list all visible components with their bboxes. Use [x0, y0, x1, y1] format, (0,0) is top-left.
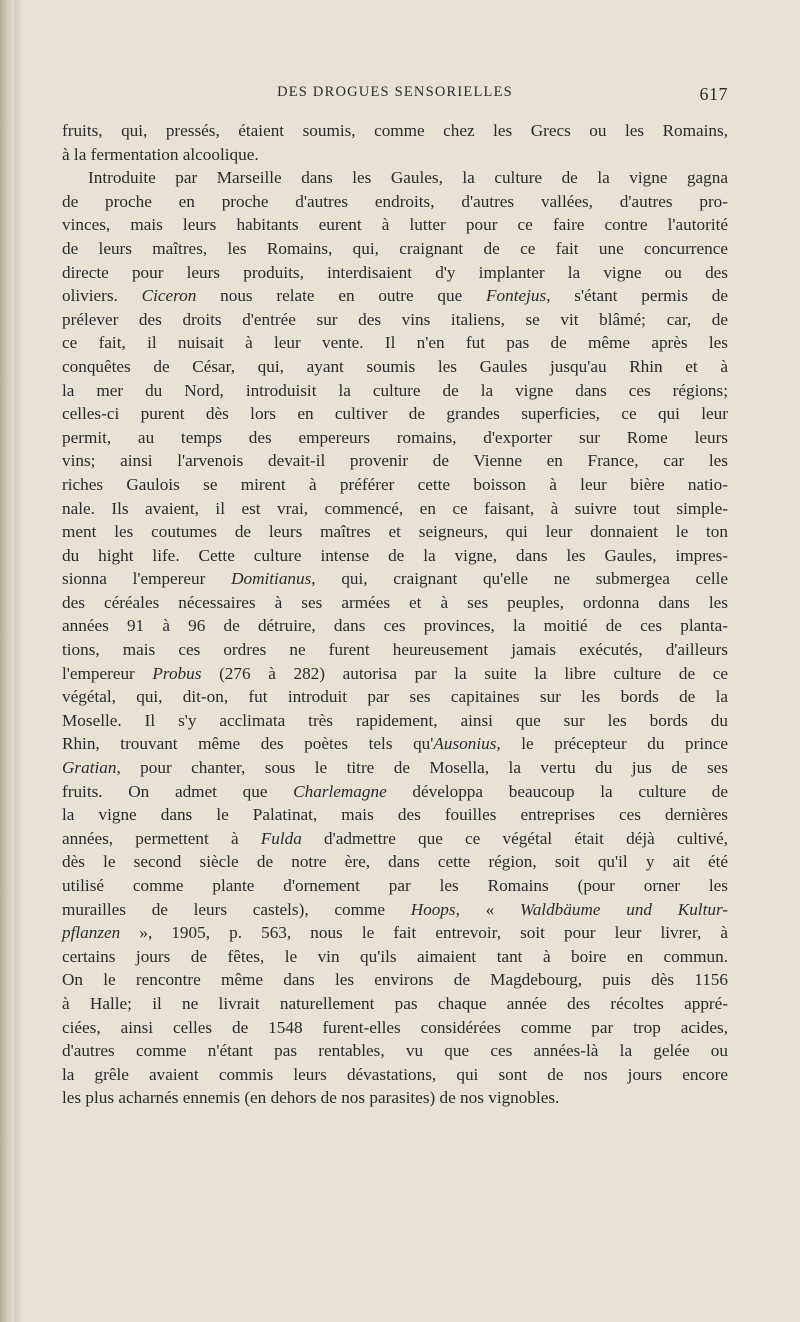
- text-line: [62, 237, 728, 261]
- text-line: [62, 709, 728, 733]
- text-run: prélever des droits d'entrée sur des vins italiens, se vit blâmé; car, de: [62, 309, 728, 329]
- text-run: murailles de leurs castels), comme: [62, 899, 411, 919]
- text-run: tions, mais ces ordres ne furent heureusement jamais exécutés, d'ailleurs: [62, 640, 728, 660]
- text-line: [62, 780, 728, 804]
- book-binding-edge: [0, 0, 14, 1322]
- text-line: [62, 143, 728, 167]
- text-run: vins; ainsi l'arvenois devait-il provenir de Vienne en France, car les: [62, 451, 728, 471]
- text-run: fruits, qui, pressés, étaient soumis, comme chez les Grecs ou les Romains,: [62, 121, 728, 140]
- italic-name: Waldbäume und Kultur-: [519, 899, 729, 919]
- text-line: [62, 1063, 728, 1087]
- text-run: du hight life. Cette culture intense de la vigne, dans les Gaules, impres-: [62, 545, 728, 565]
- text-line: [62, 402, 728, 426]
- text-run: , «: [455, 899, 520, 919]
- text-run: ce fait, il nuisait à leur vente. Il n'en fut pas de même après les: [62, 333, 728, 353]
- text-run: années 91 à 96 de détruire, dans ces provinces, la moitié de ces planta-: [62, 616, 728, 636]
- text-line: [62, 921, 728, 945]
- text-run: à Halle; il ne livrait naturellement pas chaque année des récoltes appré-: [62, 993, 728, 1013]
- text-run: la mer du Nord, introduisit la culture de la vigne dans ces régions;: [62, 380, 728, 400]
- text-run: conquêtes de César, qui, ayant soumis les Gaules jusqu'au Rhin et à: [62, 356, 728, 376]
- italic-name: Probus: [152, 663, 202, 683]
- text-line: [62, 1039, 728, 1063]
- text-run: les plus acharnés ennemis (en dehors de nos parasites) de nos vignobles.: [62, 1088, 560, 1108]
- italic-name: Charlemagne: [293, 781, 387, 801]
- text-line: [62, 756, 728, 780]
- text-run: utilisé comme plante d'ornement par les Romains (pour orner les: [62, 876, 728, 895]
- italic-name: Ausonius: [433, 734, 497, 754]
- text-line: [62, 497, 728, 521]
- text-line: [62, 1016, 728, 1040]
- text-run: oliviers.: [62, 286, 142, 306]
- text-line: [62, 119, 728, 143]
- text-line: [62, 898, 728, 922]
- text-line: [62, 850, 728, 874]
- binding-shadow: [14, 0, 24, 1322]
- text-run: ciées, ainsi celles de 1548 furent-elles considérées comme par trop acides,: [62, 1017, 728, 1037]
- text-line: [62, 308, 728, 332]
- text-run: , pour chanter, sous le titre de Mosella, la vertu du jus de ses: [116, 758, 728, 778]
- text-line: [62, 992, 728, 1016]
- text-line: [62, 520, 728, 544]
- page-number: 617: [699, 84, 728, 104]
- text-line: [62, 473, 728, 497]
- text-line: [62, 213, 728, 237]
- text-run: dès le second siècle de notre ère, dans cette région, soit qu'il y ait été: [62, 852, 728, 872]
- text-run: la grêle avaient commis leurs dévastations, qui sont de nos jours encore: [62, 1064, 728, 1084]
- text-run: de leurs maîtres, les Romains, qui, craignant de ce fait une concurrence: [62, 238, 728, 258]
- running-title: DES DROGUES SENSORIELLES: [277, 84, 513, 100]
- italic-name: Fulda: [260, 828, 302, 848]
- text-run: développa beaucoup la culture de: [386, 781, 728, 801]
- italic-name: Ciceron: [141, 286, 197, 306]
- text-line: [62, 284, 728, 308]
- text-line: [62, 591, 728, 615]
- text-run: permit, au temps des empereurs romains, d'exporter sur Rome leurs: [62, 427, 728, 447]
- text-line: [62, 685, 728, 709]
- text-run: », 1905, p. 563, nous le fait entrevoir, soit pour leur livrer, à: [120, 923, 728, 943]
- text-line: [62, 638, 728, 662]
- text-run: d'autres comme n'étant pas rentables, vu que ces années-là la gelée ou: [62, 1041, 728, 1061]
- body-text: [62, 119, 728, 1110]
- text-line: [62, 426, 728, 450]
- text-run: directe pour leurs produits, interdisaient d'y implanter la vigne ou des: [62, 262, 728, 282]
- text-line: [62, 732, 728, 756]
- italic-name: Fontejus: [486, 286, 547, 306]
- text-run: certains jours de fêtes, le vin qu'ils aimaient tant à boire en commun.: [62, 946, 728, 966]
- text-line: [62, 614, 728, 638]
- text-line: [62, 662, 728, 686]
- text-run: des céréales nécessaires à ses armées et à ses peuples, ordonna dans les: [62, 592, 728, 612]
- text-run: années, permettent à: [62, 828, 261, 848]
- italic-name: Gratian: [62, 758, 117, 778]
- text-run: riches Gaulois se mirent à préférer cette boisson à leur bière natio-: [62, 474, 728, 494]
- text-run: Introduite par Marseille dans les Gaules, la culture de la vigne gagna: [88, 168, 728, 188]
- running-head: [62, 84, 728, 108]
- text-line: [62, 567, 728, 591]
- text-line: [62, 166, 728, 190]
- text-run: Rhin, trouvant même des poètes tels qu': [62, 734, 434, 754]
- text-run: , s'étant permis de: [546, 286, 729, 306]
- text-run: Moselle. Il s'y acclimata très rapidement, ainsi que sur les bords du: [62, 710, 728, 730]
- text-run: nale. Ils avaient, il est vrai, commencé, en ce faisant, à suivre tout simple-: [62, 498, 728, 518]
- text-line: [62, 968, 728, 992]
- text-run: On le rencontre même dans les environs de Magdebourg, puis dès 1156: [62, 970, 728, 990]
- text-run: (276 à 282) autorisa par la suite la libre culture de ce: [201, 663, 728, 683]
- text-line: [62, 827, 728, 851]
- text-line: [62, 331, 728, 355]
- text-run: sionna l'empereur: [62, 569, 232, 589]
- text-line: [62, 1086, 728, 1110]
- text-run: d'admettre que ce végétal était déjà cultivé,: [301, 828, 728, 848]
- text-run: végétal, qui, dit-on, fut introduit par ses capitaines sur les bords de la: [62, 687, 728, 707]
- text-run: l'empereur: [62, 663, 153, 683]
- text-line: [62, 803, 728, 827]
- italic-name: Hoops: [410, 899, 456, 919]
- text-run: , le précepteur du prince: [496, 734, 728, 754]
- text-run: ment les coutumes de leurs maîtres et seigneurs, qui leur donnaient le ton: [62, 522, 728, 542]
- text-run: fruits. On admet que: [62, 781, 294, 801]
- text-run: celles-ci purent dès lors en cultiver de grandes superficies, ce qui leur: [62, 404, 728, 424]
- text-line: [62, 190, 728, 214]
- text-line: [62, 945, 728, 969]
- text-line: [62, 874, 728, 898]
- text-run: vinces, mais leurs habitants eurent à lutter pour ce faire contre l'autorité: [62, 215, 728, 235]
- text-line: [62, 544, 728, 568]
- italic-name: Domitianus: [231, 569, 312, 589]
- text-line: [62, 261, 728, 285]
- text-line: [62, 379, 728, 403]
- text-run: la vigne dans le Palatinat, mais des fouilles entreprises ces dernières: [62, 805, 728, 825]
- text-line: [62, 449, 728, 473]
- text-run: , qui, craignant qu'elle ne submergea celle: [311, 569, 728, 589]
- text-line: [62, 355, 728, 379]
- text-run: nous relate en outre que: [196, 286, 487, 306]
- text-run: à la fermentation alcoolique.: [62, 144, 259, 164]
- italic-name: pflanzen: [62, 923, 121, 943]
- text-run: de proche en proche d'autres endroits, d'autres vallées, d'autres pro-: [62, 191, 728, 211]
